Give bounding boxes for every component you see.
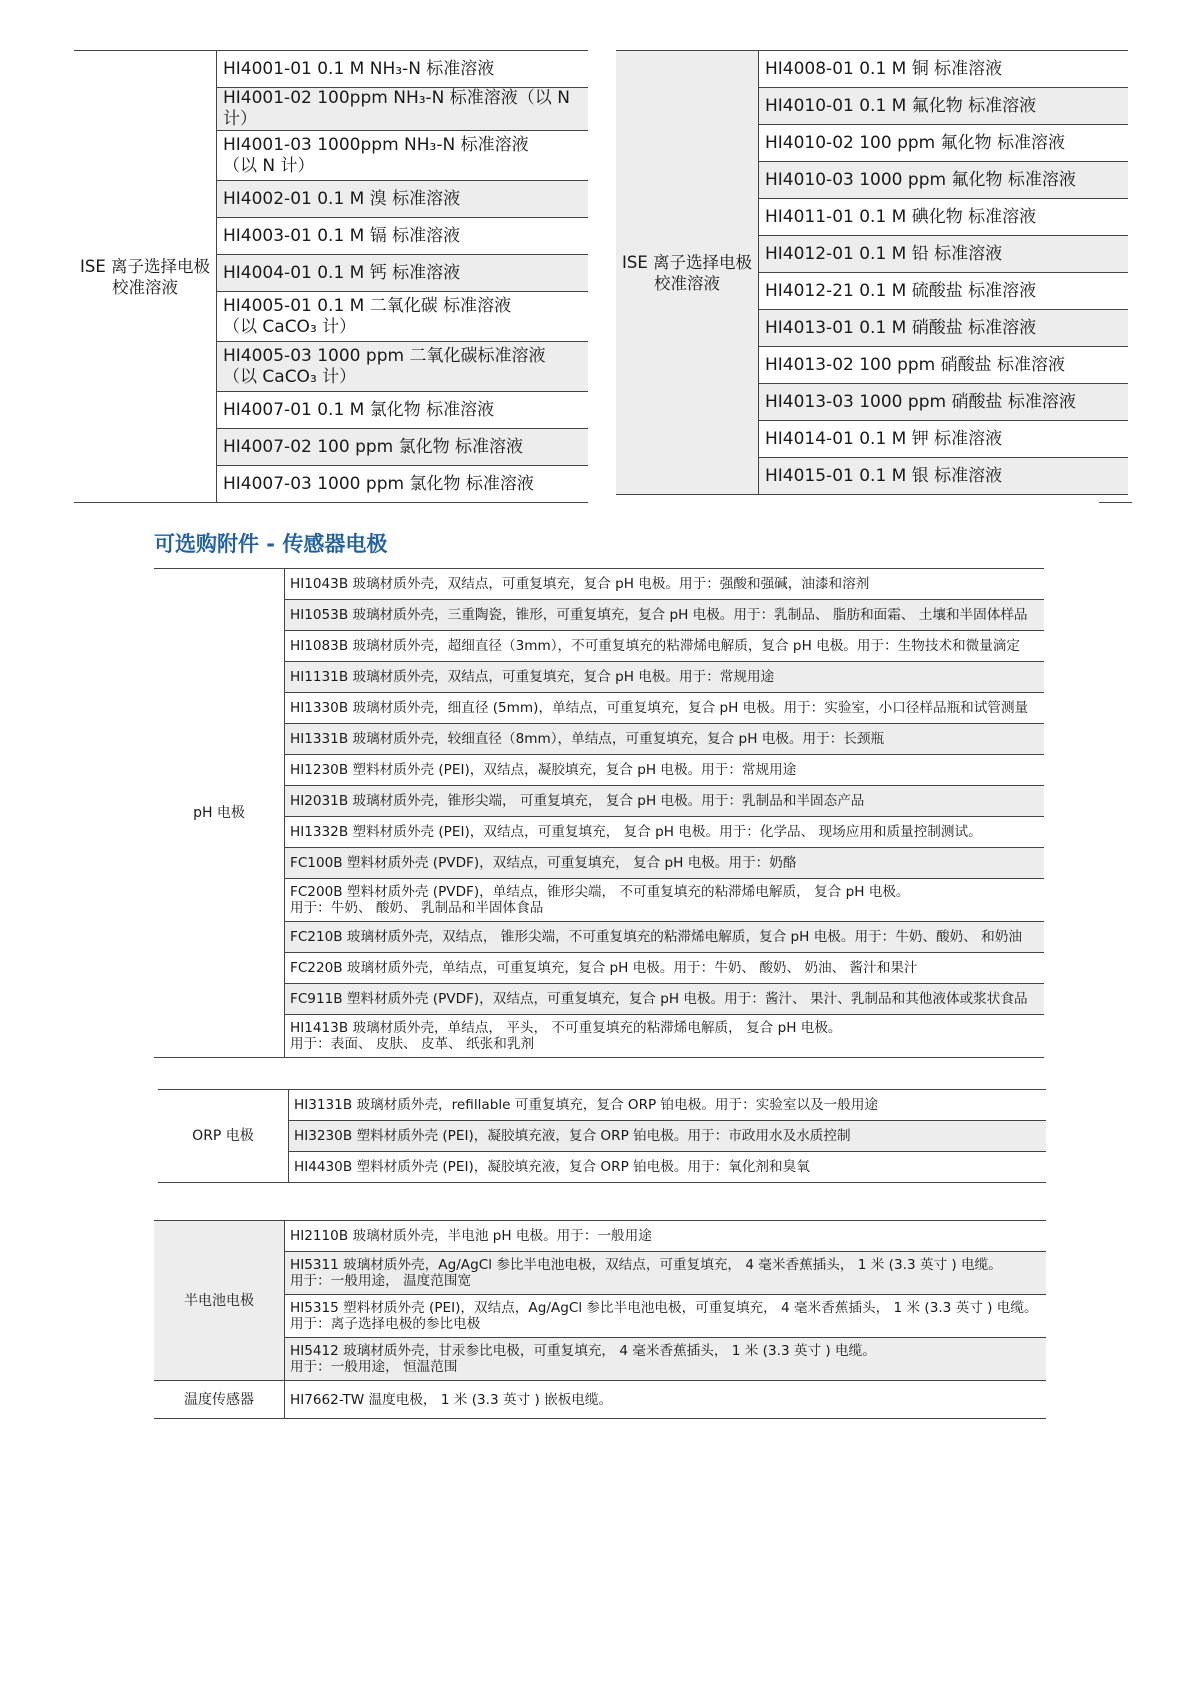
half-cell-category-label: 半电池电极 (154, 1221, 285, 1381)
list-item (217, 342, 589, 392)
item-text: HI4005-03 1000 ppm 二氧化碳标准溶液 （以 CaCO₃ 计） (223, 345, 546, 387)
item-text: HI1332B 塑料材质外壳 (PEI)，双结点，可重复填充， 复合 pH 电极。用于：化学品、 现场应用和质量控制测试。 (290, 824, 982, 840)
list-item (217, 218, 589, 255)
item-text: FC911B 塑料材质外壳 (PVDF)，双结点，可重复填充，复合 pH 电极。用于：酱汁、 果汁、乳制品和其他液体或浆状食品 (290, 991, 1028, 1007)
table-row (154, 786, 1044, 817)
temperature-category-label: 温度传感器 (154, 1381, 285, 1419)
item-text: HI4010-02 100 ppm 氟化物 标准溶液 (765, 132, 1066, 153)
list-item (285, 569, 1045, 600)
list-item (217, 255, 589, 292)
list-item (285, 693, 1045, 724)
list-item (759, 199, 1129, 236)
list-item (217, 429, 589, 466)
list-item (285, 600, 1045, 631)
item-text: HI4010-03 1000 ppm 氟化物 标准溶液 (765, 169, 1076, 190)
item-text: HI5315 塑料材质外壳 (PEI)，双结点，Ag/AgCl 参比半电池电极，可重复填充， 4 毫米香蕉插头， 1 米 (3.3 英寸 ) 电缆。 用于：离子选择电极的参比电极 (290, 1300, 1038, 1332)
item-text: FC200B 塑料材质外壳 (PVDF)，单结点，锥形尖端， 不可重复填充的粘滞烯电解质， 复合 pH 电极。 用于：牛奶、 酸奶、 乳制品和半固体食品 (290, 884, 910, 916)
item-text: HI3230B 塑料材质外壳 (PEI)，凝胶填充液，复合 ORP 铂电极。用于：市政用水及水质控制 (294, 1128, 851, 1144)
item-text: HI4001-02 100ppm NH₃-N 标准溶液（以 N 计） (223, 88, 570, 129)
table-row (154, 662, 1044, 693)
ise-category-label: ISE 离子选择电极 校准溶液 (616, 51, 759, 495)
table-row (154, 848, 1044, 879)
section-title: 可选购附件 - 传感器电极 (154, 532, 388, 556)
table-row (154, 1252, 1046, 1295)
item-text: HI4010-01 0.1 M 氟化物 标准溶液 (765, 95, 1037, 116)
item-text: HI4003-01 0.1 M 镉 标准溶液 (223, 225, 461, 246)
table-row (154, 755, 1044, 786)
list-item (285, 817, 1045, 848)
item-text: HI1330B 玻璃材质外壳，细直径 (5mm)，单结点，可重复填充，复合 pH 电极。用于：实验室，小口径样品瓶和试管测量 (290, 700, 1029, 716)
list-item (285, 922, 1045, 953)
ise-left-table (74, 50, 588, 503)
item-text: HI4007-02 100 ppm 氯化物 标准溶液 (223, 436, 524, 457)
table-row (154, 984, 1044, 1015)
table-row (154, 879, 1044, 922)
list-item (285, 1381, 1047, 1419)
list-item (285, 786, 1045, 817)
table-row (154, 922, 1044, 953)
table-row (154, 953, 1044, 984)
ise-right-table (616, 50, 1128, 495)
item-text: HI7662-TW 温度电极， 1 米 (3.3 英寸 ) 嵌板电缆。 (290, 1391, 613, 1408)
list-item (285, 724, 1045, 755)
list-item (217, 88, 589, 131)
orp-electrode-table (158, 1089, 1046, 1183)
item-text: HI1413B 玻璃材质外壳，单结点， 平头， 不可重复填充的粘滞烯电解质， 复合 pH 电极。 用于：表面、 皮肤、 皮革、 纸张和乳剂 (290, 1020, 842, 1052)
list-item (759, 458, 1129, 495)
item-text: HI4015-01 0.1 M 银 标准溶液 (765, 465, 1003, 486)
table-row (154, 631, 1044, 662)
item-text: FC210B 玻璃材质外壳，双结点， 锥形尖端，不可重复填充的粘滞烯电解质，复合 pH 电极。用于：牛奶、酸奶、 和奶油 (290, 929, 1022, 945)
item-text: HI4005-01 0.1 M 二氧化碳 标准溶液 （以 CaCO₃ 计） (223, 295, 512, 337)
item-text: HI3131B 玻璃材质外壳，refillable 可重复填充，复合 ORP 铂电极。用于：实验室以及一般用途 (294, 1097, 879, 1113)
item-text: HI4007-03 1000 ppm 氯化物 标准溶液 (223, 473, 534, 494)
table-row (158, 1152, 1046, 1183)
item-text: HI4013-01 0.1 M 硝酸盐 标准溶液 (765, 317, 1037, 338)
item-text: HI1131B 玻璃材质外壳，双结点，可重复填充，复合 pH 电极。用于：常规用途 (290, 669, 775, 685)
item-text: HI4001-03 1000ppm NH₃-N 标准溶液 （以 N 计） (223, 134, 529, 176)
item-text: HI4008-01 0.1 M 铜 标准溶液 (765, 58, 1003, 79)
item-text: HI4007-01 0.1 M 氯化物 标准溶液 (223, 399, 495, 420)
list-item (759, 51, 1129, 88)
list-item (217, 292, 589, 342)
list-item (217, 392, 589, 429)
item-text: HI4012-01 0.1 M 铅 标准溶液 (765, 243, 1003, 264)
list-item (759, 347, 1129, 384)
item-text: HI5412 玻璃材质外壳，甘汞参比电极，可重复填充， 4 毫米香蕉插头， 1 米 (3.3 英寸 ) 电缆。 用于：一般用途， 恒温范围 (290, 1343, 876, 1375)
list-item (285, 1338, 1047, 1381)
item-text: HI1230B 塑料材质外壳 (PEI)，双结点，凝胶填充，复合 pH 电极。用于：常规用途 (290, 762, 797, 778)
list-item (285, 1015, 1045, 1058)
list-item (285, 662, 1045, 693)
item-text: HI1043B 玻璃材质外壳，双结点，可重复填充，复合 pH 电极。用于：强酸和强碱，油漆和溶剂 (290, 576, 870, 592)
item-text: HI4004-01 0.1 M 钙 标准溶液 (223, 262, 461, 283)
list-item (285, 1252, 1047, 1295)
item-text: HI1053B 玻璃材质外壳，三重陶瓷，锥形，可重复填充，复合 pH 电极。用于：乳制品、 脂肪和面霜、 土壤和半固体样品 (290, 607, 1028, 623)
table-row (154, 600, 1044, 631)
item-text: HI4002-01 0.1 M 溴 标准溶液 (223, 188, 461, 209)
table-row (74, 51, 588, 88)
table-row (154, 1295, 1046, 1338)
table-row (154, 1338, 1046, 1381)
list-item (285, 984, 1045, 1015)
item-text: FC100B 塑料材质外壳 (PVDF)，双结点，可重复填充， 复合 pH 电极。用于：奶酪 (290, 855, 797, 871)
list-item (285, 1295, 1047, 1338)
table-row (154, 1015, 1044, 1058)
table-row (158, 1121, 1046, 1152)
list-item (289, 1152, 1047, 1183)
table-row (154, 724, 1044, 755)
list-item (759, 421, 1129, 458)
list-item (759, 310, 1129, 347)
list-item (759, 125, 1129, 162)
item-text: FC220B 玻璃材质外壳，单结点，可重复填充，复合 pH 电极。用于：牛奶、 酸奶、 奶油、 酱汁和果汁 (290, 960, 918, 976)
table-row (154, 1381, 1046, 1419)
item-text: HI4013-03 1000 ppm 硝酸盐 标准溶液 (765, 391, 1076, 412)
list-item (285, 848, 1045, 879)
table-row (154, 693, 1044, 724)
table-row (154, 569, 1044, 600)
list-item (759, 273, 1129, 310)
list-item (285, 953, 1045, 984)
list-item (285, 755, 1045, 786)
list-item (285, 879, 1045, 922)
table-row (616, 51, 1128, 88)
table-row (158, 1090, 1046, 1121)
list-item (759, 384, 1129, 421)
list-item (217, 51, 589, 88)
item-text: HI1083B 玻璃材质外壳，超细直径（3mm），不可重复填充的粘滞烯电解质，复合 pH 电极。用于：生物技术和微量滴定 (290, 638, 1021, 654)
item-text: HI1331B 玻璃材质外壳，较细直径（8mm），单结点，可重复填充，复合 pH 电极。用于：长颈瓶 (290, 731, 885, 747)
list-item (289, 1121, 1047, 1152)
item-text: HI5311 玻璃材质外壳，Ag/AgCl 参比半电池电极，双结点，可重复填充， 4 毫米香蕉插头， 1 米 (3.3 英寸 ) 电缆。 用于：一般用途， 温度范围宽 (290, 1257, 1002, 1289)
orp-category-label: ORP 电极 (158, 1090, 289, 1183)
item-text: HI4001-01 0.1 M NH₃-N 标准溶液 (223, 58, 495, 79)
item-text: HI2031B 玻璃材质外壳，锥形尖端， 可重复填充， 复合 pH 电极。用于：乳制品和半固态产品 (290, 793, 865, 809)
list-item (285, 1221, 1047, 1252)
list-item (759, 88, 1129, 125)
ph-electrode-table (154, 568, 1044, 1058)
table-row (154, 1221, 1046, 1252)
item-text: HI4430B 塑料材质外壳 (PEI)，凝胶填充液，复合 ORP 铂电极。用于：氧化剂和臭氧 (294, 1159, 810, 1175)
ise-category-label: ISE 离子选择电极 校准溶液 (74, 51, 217, 503)
item-text: HI4013-02 100 ppm 硝酸盐 标准溶液 (765, 354, 1066, 375)
divider (1099, 502, 1132, 503)
item-text: HI4014-01 0.1 M 钾 标准溶液 (765, 428, 1003, 449)
table-row (154, 817, 1044, 848)
item-text: HI2110B 玻璃材质外壳，半电池 pH 电极。用于：一般用途 (290, 1228, 652, 1244)
list-item (217, 131, 589, 181)
half-cell-table (154, 1220, 1046, 1419)
list-item (289, 1090, 1047, 1121)
list-item (217, 181, 589, 218)
list-item (217, 466, 589, 503)
list-item (759, 236, 1129, 273)
list-item (285, 631, 1045, 662)
list-item (759, 162, 1129, 199)
item-text: HI4012-21 0.1 M 硫酸盐 标准溶液 (765, 280, 1037, 301)
ph-category-label: pH 电极 (154, 569, 285, 1058)
item-text: HI4011-01 0.1 M 碘化物 标准溶液 (765, 206, 1037, 227)
